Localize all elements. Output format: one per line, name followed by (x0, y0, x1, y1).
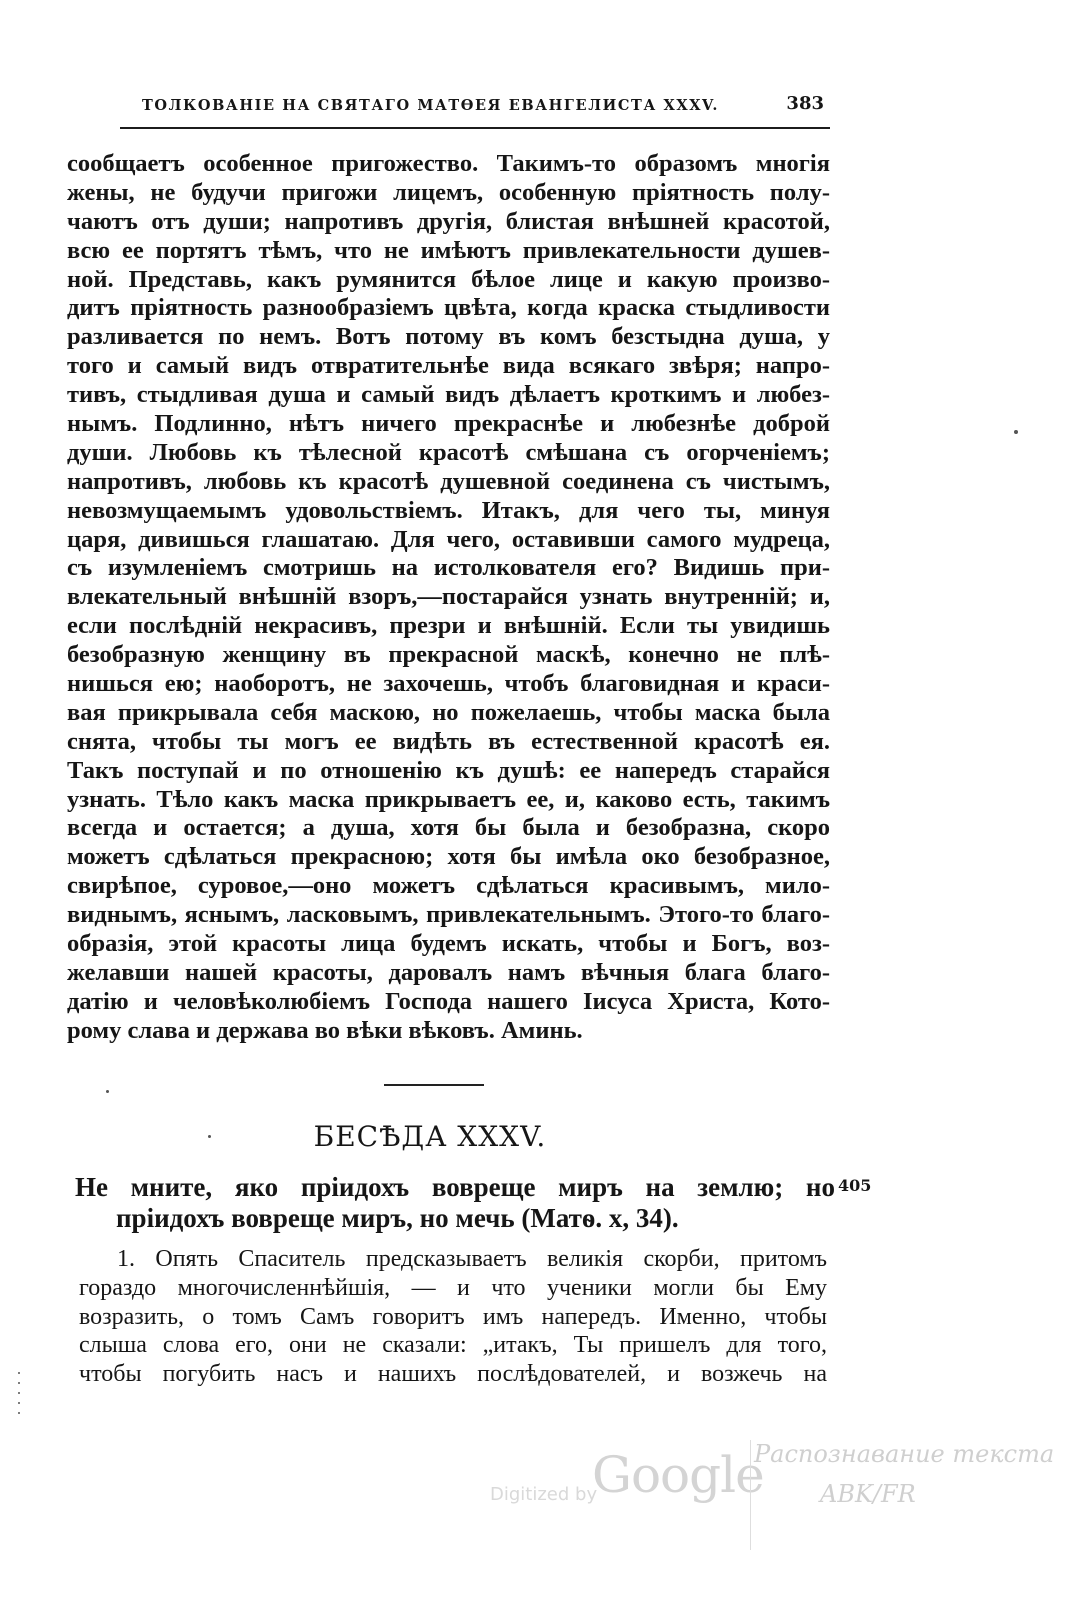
scan-speck (18, 1402, 20, 1404)
scan-speck (18, 1372, 20, 1374)
scan-speck (18, 1392, 20, 1394)
text-line: невозмущаемымъ удовольствіемъ. Итакъ, для чего ты, минуя (67, 496, 830, 524)
scan-speck (18, 1382, 20, 1384)
watermark-divider (750, 1440, 751, 1550)
text-line: нымъ. Подлинно, нѣтъ ничего прекраснѣе и любезнѣе доброй (67, 410, 830, 438)
text-line: снята, чтобы ты могъ ее видѣть въ естественной красотѣ ея. (67, 727, 830, 755)
text-line: если послѣдній некрасивъ, презри и внѣшній. Если ты увидишь (67, 612, 830, 640)
text-line: всегда и остается; а душа, хотя бы была и безобразна, скоро (67, 814, 830, 842)
text-line: 1. Опять Спаситель предсказываетъ великія скорби, притомъ (117, 1246, 827, 1272)
text-line: нишься ею; наоборотъ, не захочешь, чтобъ благовидная и краси- (67, 670, 830, 698)
paragraph-1 (67, 150, 830, 1046)
text-line: жены, не будучи пригожи лицемъ, особенную пріятность полу- (67, 178, 830, 206)
epigraph (75, 1172, 835, 1234)
epigraph-line: Не мните, яко пріидохъ вовреще миръ на землю; но (75, 1172, 835, 1202)
epigraph-line: пріидохъ вовреще миръ, но мечь (Матѳ. x, 34). (116, 1203, 679, 1233)
text-line: разливается по немъ. Вотъ потому въ комъ безстыдна душа, у (67, 323, 830, 351)
text-line: всю ее портятъ тѣмъ, что не имѣютъ привлекательности душев- (67, 236, 830, 264)
watermark-digitized-by: Digitized by (490, 1484, 598, 1505)
text-line: можетъ сдѣлаться прекрасною; хотя бы имѣла око безобразное, (67, 843, 830, 871)
section-divider (384, 1084, 484, 1086)
text-line: дитъ пріятность разнообразіемъ цвѣта, когда краска стыдливости (67, 294, 830, 322)
text-line: влекательный внѣшній взоръ,—постарайся узнать внутренній; и, (67, 583, 830, 611)
text-line: чаютъ отъ души; напротивъ другія, блистая внѣшней красотой, (67, 207, 830, 235)
text-line: рому слава и держава во вѣки вѣковъ. Аминь. (67, 1016, 583, 1044)
text-line: образія, этой красоты лица будемъ искать, чтобы и Богъ, воз- (67, 930, 830, 958)
text-line: виднымъ, яснымъ, ласковымъ, привлекательнымъ. Этого-то благо- (67, 901, 830, 929)
text-line: желавши нашей красоты, даровалъ намъ вѣчныя блага благо- (67, 958, 830, 986)
section-heading: БЕСѢДА XXXV. (313, 1120, 547, 1153)
text-line: съ изумленіемъ смотришь на истолкователя его? Видишь при- (67, 554, 830, 582)
text-line: царя, дивишься глашатаю. Для чего, оставивши самого мудреца, (67, 525, 830, 553)
text-line: узнать. Тѣло какъ маска прикрываетъ ее, и, каково есть, такимъ (67, 785, 830, 813)
google-logo: Google (592, 1446, 764, 1504)
text-line: того и самый видъ отвратительнѣе вида всякаго звѣря; напро- (67, 352, 830, 380)
text-line: слыша слова его, они не сказали: „итакъ, Ты пришелъ для того, (79, 1332, 827, 1359)
text-line: чтобы погубить насъ и нашихъ послѣдователей, и возжечь на (79, 1361, 827, 1388)
ocr-credit-signature: ABK/FR (820, 1480, 916, 1508)
text-line: души. Любовь къ тѣлесной красотѣ смѣшана съ огорченіемъ; (67, 438, 830, 466)
text-line: напротивъ, любовь къ красотѣ душевной соединена съ чистымъ, (67, 467, 830, 495)
scan-speck (1014, 430, 1018, 434)
text-line: свирѣпое, суровое,—оно можетъ сдѣлаться красивымъ, мило- (67, 872, 830, 900)
page-number: 383 (786, 93, 824, 114)
scan-speck (18, 1412, 20, 1414)
scan-speck (208, 1135, 211, 1138)
running-header (120, 93, 830, 129)
scan-speck (106, 1090, 109, 1093)
text-line: гораздо многочисленнѣйшія, — и что ученики могли бы Ему (79, 1274, 827, 1301)
text-line: безобразную женщину въ прекрасной маскѣ, конечно не плѣ- (67, 641, 830, 669)
text-line: датію и человѣколюбіемъ Господа нашего Іисуса Христа, Кото- (67, 987, 830, 1015)
text-line: ной. Представь, какъ румянится бѣлое лице и какую произво- (67, 265, 830, 293)
text-line: тивъ, стыдливая душа и самый видъ дѣлаетъ кроткимъ и любез- (67, 381, 830, 409)
margin-number: 405 (838, 1176, 872, 1195)
text-line: возразить, о томъ Самъ говоритъ имъ напередъ. Именно, чтобы (79, 1303, 827, 1330)
ocr-credit-line: Распознавание текста (754, 1440, 1055, 1468)
running-title: ТОЛКОВАНІЕ НА СВЯТАГО МАТѲЕЯ ЕВАНГЕЛИСТА XXXV. (142, 97, 720, 114)
digitization-watermark (490, 1440, 1055, 1550)
text-line: Такъ поступай и по отношенію къ душѣ: ее напередъ старайся (67, 756, 830, 784)
text-line: вая прикрывала себя маскою, но пожелаешь, чтобы маска была (67, 698, 830, 726)
paragraph-2 (79, 1245, 827, 1389)
text-line: сообщаетъ особенное пригожество. Такимъ-то образомъ многія (67, 150, 830, 177)
